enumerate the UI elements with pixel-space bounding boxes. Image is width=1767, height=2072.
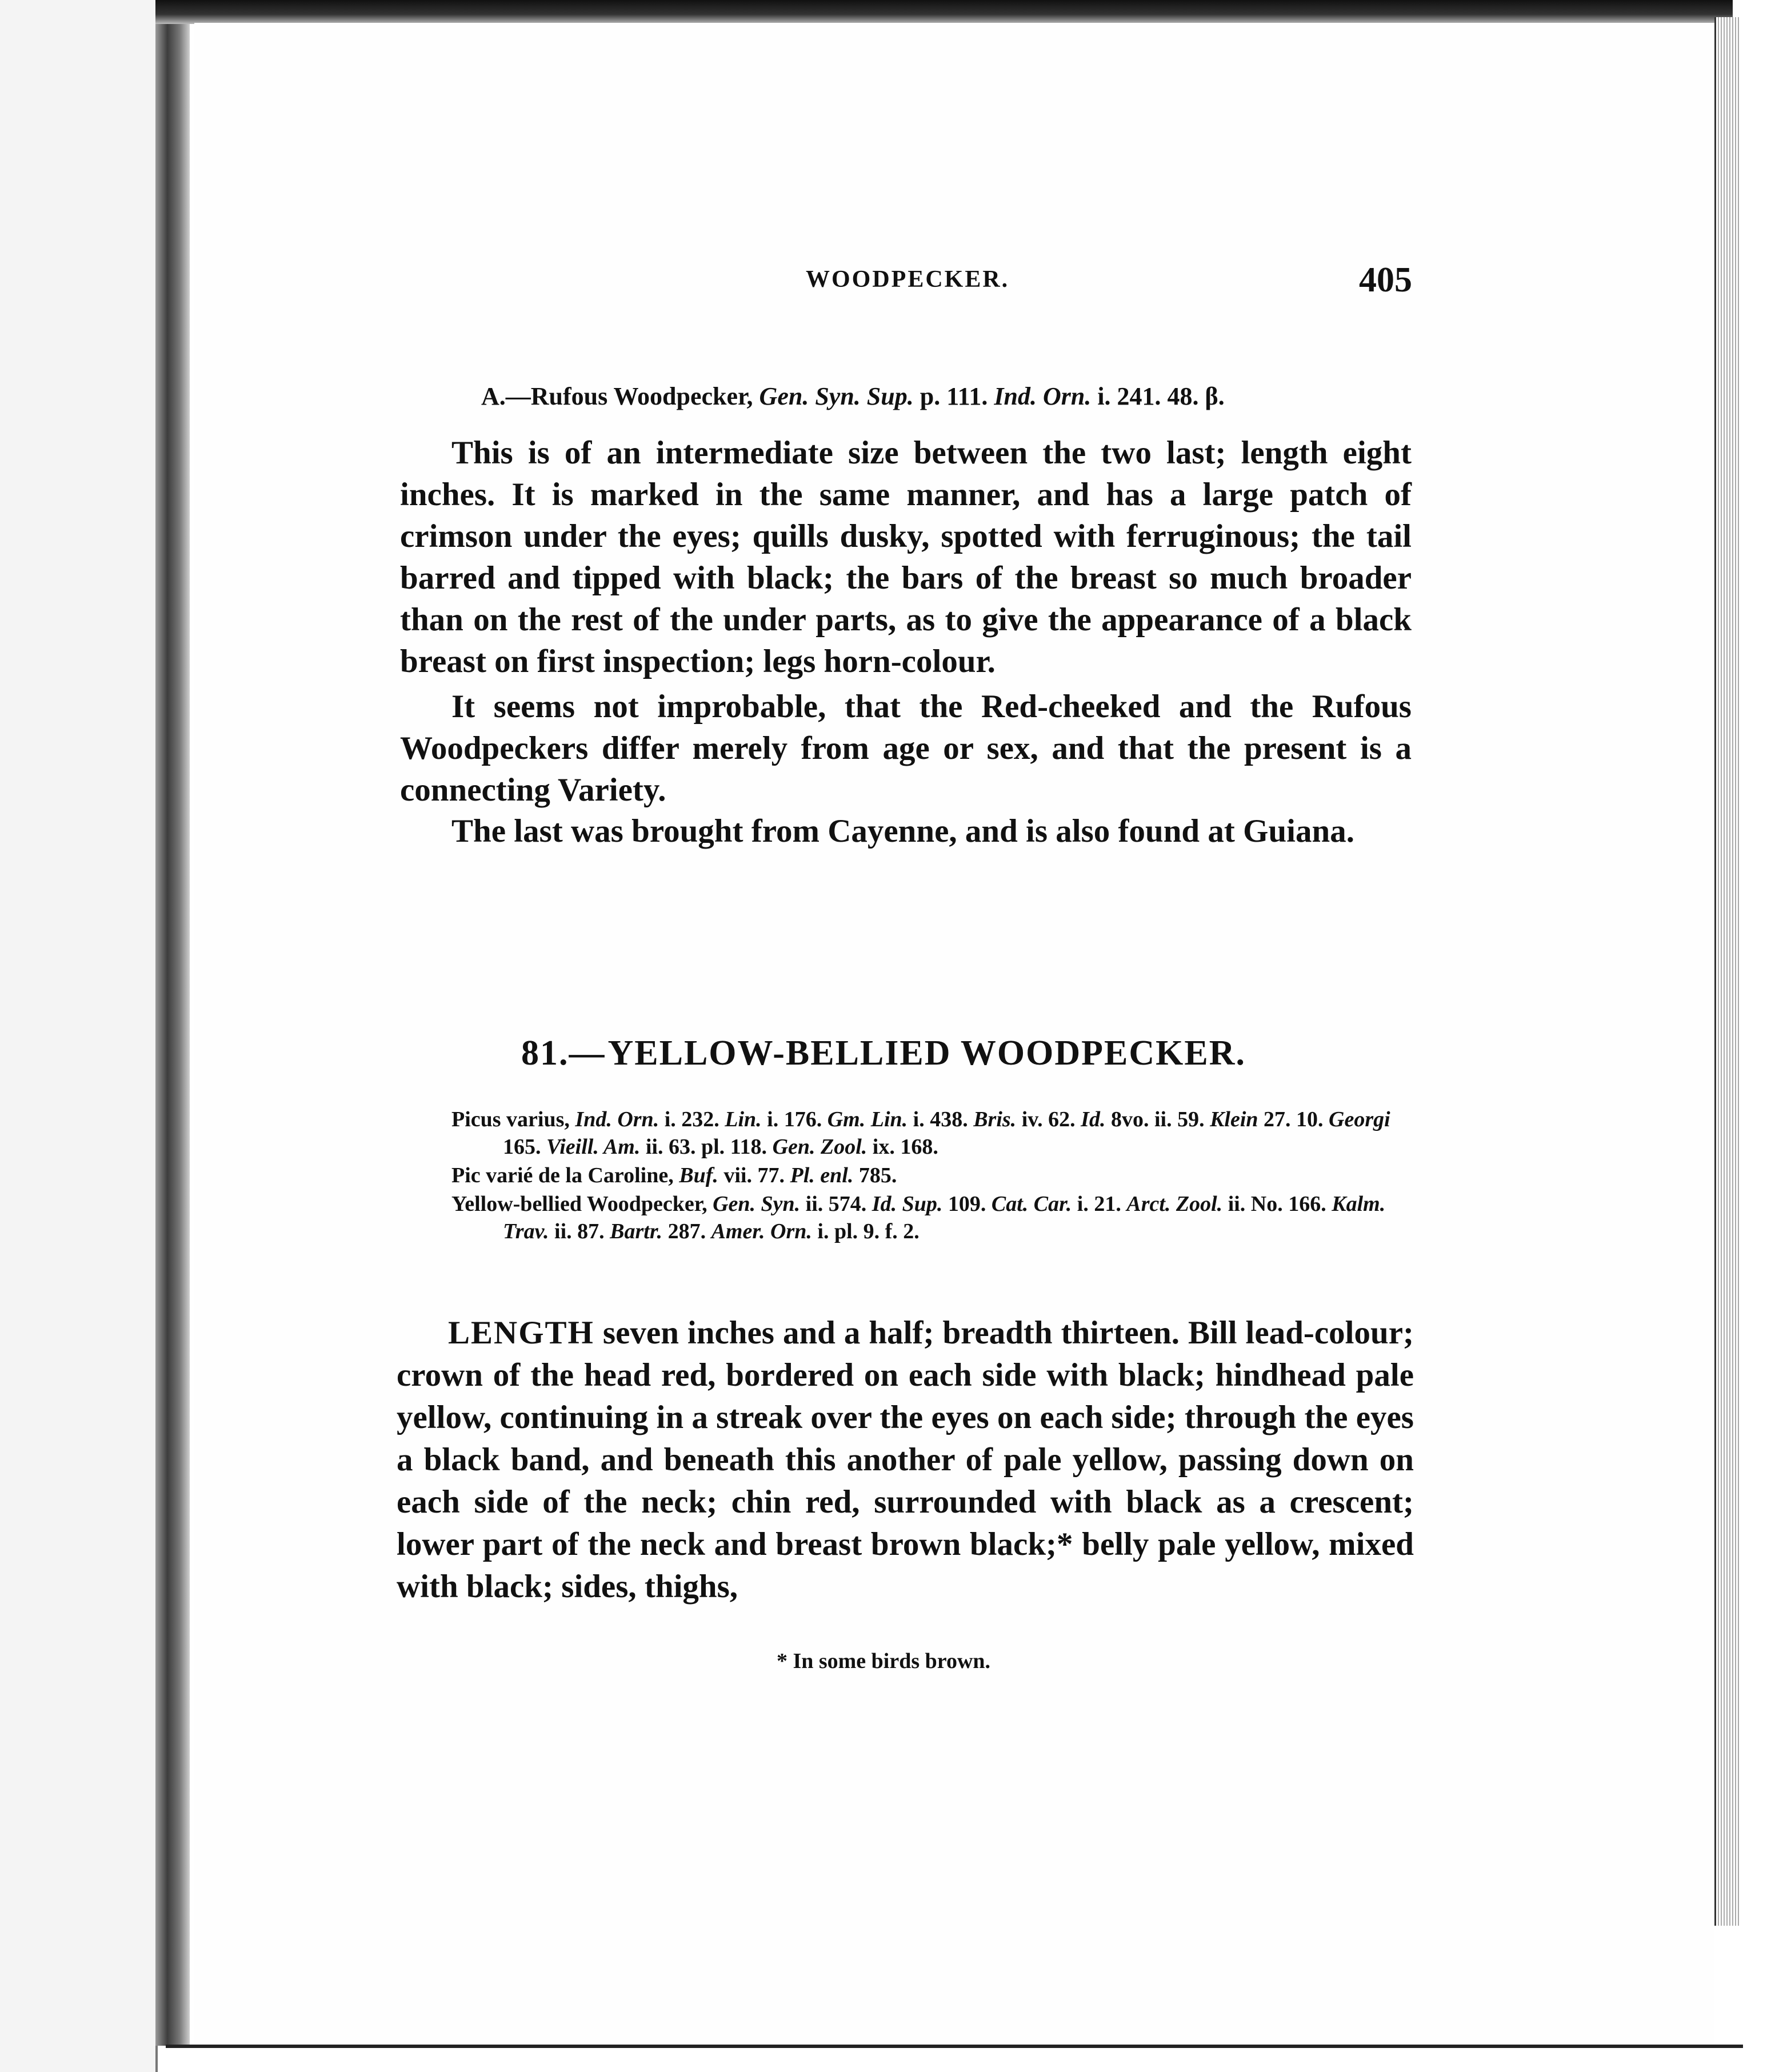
- synonymy-text: ii. 87.: [549, 1219, 610, 1243]
- page-bottom-edge: [166, 2045, 1743, 2048]
- synonymy-reference: Id.: [1081, 1107, 1106, 1131]
- species-description: [397, 1312, 1414, 1608]
- synonymy-text: vii. 77.: [718, 1163, 790, 1187]
- synonymy-text: ii. 574.: [800, 1192, 872, 1216]
- variety-paragraph-3: The last was brought from Cayenne, and is also found at Guiana.: [451, 813, 1354, 849]
- variety-heading: [481, 382, 1225, 411]
- variety-label: A.—Rufous Woodpecker,: [481, 382, 753, 410]
- synonymy-reference: Klein: [1210, 1107, 1258, 1131]
- variety-ref1: Gen. Syn. Sup.: [759, 382, 914, 410]
- synonymy-reference: Ind. Orn.: [575, 1107, 659, 1131]
- synonymy-text: i. 176.: [761, 1107, 827, 1131]
- book-binding: [155, 11, 190, 2046]
- footnote: * In some birds brown.: [776, 1649, 991, 1673]
- description-lead-word: LENGTH: [448, 1315, 594, 1351]
- page-number: 405: [1359, 261, 1412, 299]
- synonymy-reference: Bris.: [973, 1107, 1017, 1131]
- synonymy-reference: Id. Sup.: [871, 1192, 943, 1216]
- synonymy-text: iv. 62.: [1016, 1107, 1081, 1131]
- species-number: 81.—: [521, 1034, 606, 1073]
- synonymy-reference: Gen. Syn.: [713, 1192, 801, 1216]
- synonymy-reference: Cat. Car.: [991, 1192, 1072, 1216]
- description-text: seven inches and a half; breadth thirteen. Bill lead-colour; crown of the head red, bordered on each side with black; hindhead pale yellow, continuing in a streak over the eyes on each side; through the eyes a black band, and beneath this another of pale yellow, passing down on each side of the neck; chin red, surrounded with black as a crescent; lower part of the neck and breast brown black;* belly pale yellow, mixed with black; sides, thighs,: [397, 1315, 1414, 1605]
- synonymy-reference: Lin.: [725, 1107, 762, 1131]
- species-heading: [0, 1033, 1767, 1074]
- synonymy-text: 165.: [503, 1135, 546, 1159]
- synonymy-reference: Vieill. Am.: [546, 1135, 641, 1159]
- synonymy-text: ii. 63. pl. 118.: [640, 1135, 773, 1159]
- synonymy-reference: Georgi: [1329, 1107, 1390, 1131]
- running-head: WOODPECKER.: [806, 266, 1010, 293]
- page-top-edge: [155, 0, 1733, 24]
- synonymy-text: ii. No. 166.: [1222, 1192, 1332, 1216]
- synonymy-text: i. pl. 9. f. 2.: [811, 1219, 920, 1243]
- synonymy-reference: Amer. Orn.: [711, 1219, 812, 1243]
- synonymy-text: i. 438.: [908, 1107, 974, 1131]
- synonymy-entry: [451, 1162, 1394, 1189]
- synonymy-text: 785.: [853, 1163, 897, 1187]
- synonymy-reference: Gm. Lin.: [827, 1107, 908, 1131]
- synonymy-entry: [451, 1106, 1394, 1161]
- synonymy-reference: Gen. Zool.: [772, 1135, 867, 1159]
- synonymy-text: 287.: [662, 1219, 711, 1243]
- synonymy-text: ix. 168.: [867, 1135, 938, 1159]
- variety-ref1-value: p. 111.: [920, 382, 988, 410]
- synonymy-reference: Arct. Zool.: [1126, 1192, 1223, 1216]
- synonymy-reference: Pl. enl.: [790, 1163, 854, 1187]
- synonymy-reference: Bartr.: [610, 1219, 663, 1243]
- synonymy-text: Picus varius,: [451, 1107, 575, 1131]
- synonymy-text: i. 232.: [659, 1107, 725, 1131]
- synonymy-list: [451, 1106, 1394, 1246]
- variety-ref2: Ind. Orn.: [994, 382, 1092, 410]
- synonymy-text: Yellow-bellied Woodpecker,: [451, 1192, 713, 1216]
- synonymy-text: 109.: [942, 1192, 992, 1216]
- synonymy-entry: [451, 1190, 1394, 1245]
- synonymy-text: 27. 10.: [1258, 1107, 1329, 1131]
- page-stack-edge: [1714, 17, 1739, 1926]
- synonymy-text: 8vo. ii. 59.: [1105, 1107, 1210, 1131]
- synonymy-reference: Buf.: [679, 1163, 718, 1187]
- species-name: YELLOW-BELLIED WOODPECKER.: [607, 1034, 1246, 1073]
- variety-paragraph-2: It seems not improbable, that the Red-cheeked and the Rufous Woodpeckers differ merely from age or sex, and that the present is a connecting Variety.: [400, 689, 1412, 808]
- synonymy-reference: Kalm. Trav.: [503, 1192, 1386, 1243]
- variety-paragraph-1: This is of an intermediate size between the two last; length eight inches. It is marked in the same manner, and has a large patch of crimson under the eyes; quills dusky, spotted with ferruginous; the tail barred and tipped with black; the bars of the breast so much broader than on the rest of the under parts, as to give the appearance of a black breast on first inspection; legs horn-colour.: [400, 435, 1412, 679]
- variety-ref2-value: i. 241. 48. β.: [1097, 382, 1225, 410]
- synonymy-text: i. 21.: [1072, 1192, 1127, 1216]
- synonymy-text: Pic varié de la Caroline,: [451, 1163, 679, 1187]
